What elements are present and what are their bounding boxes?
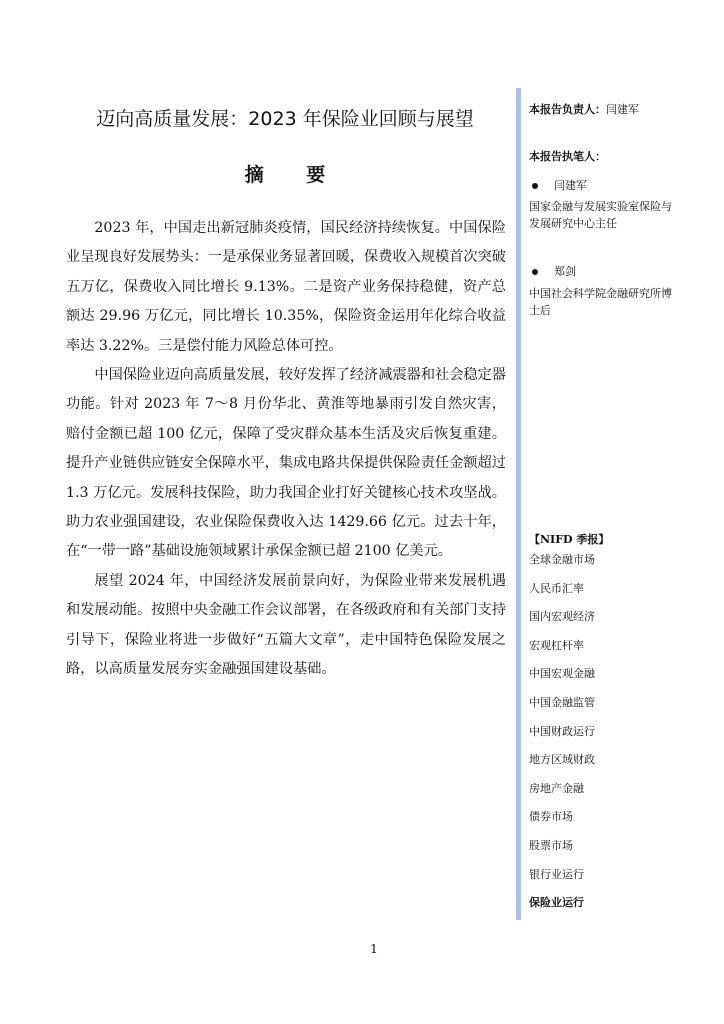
author-name: 郑剑 — [554, 265, 576, 278]
series-item: 宏观杠杆率 — [529, 638, 584, 652]
series-label: 【NIFD 季报】 — [529, 533, 610, 546]
series-item: 银行业运行 — [529, 867, 584, 881]
series-item: 股票市场 — [529, 838, 573, 852]
abstract-paragraph-3: 展望 2024 年，中国经济发展前景向好，为保险业带来发展机遇和发展动能。按照中央金融工作会议部署，在各级政府和有关部门支持引导下，保险业将进一步做好“五篇大文章”，走中国特色保险发展之路，以高质量发展夯实金融强国建设基础。 — [66, 572, 506, 678]
bullet-icon — [532, 269, 538, 275]
abstract-heading: 摘 要 — [244, 164, 344, 186]
abstract-paragraph-1: 2023 年，中国走出新冠肺炎疫情，国民经济持续恢复。中国保险业呈现良好发展势头：一是承保业务显著回暖，保费收入规模首次突破五万亿，保费收入同比增长 9.13%。二是资产业务保持稳健，资产总额达 29.96 万亿元，同比增长 10.35%，保险资金运用年化综合收益率达 3.22%。三是偿付能力风险总体可控。 — [66, 220, 506, 354]
responsible-label: 本报告负责人： — [529, 103, 606, 116]
series-item: 国内宏观经济 — [529, 610, 595, 624]
abstract-body — [66, 214, 506, 685]
responsible-name: 闫建军 — [606, 103, 639, 116]
report-title: 迈向高质量发展：2023 年保险业回顾与展望 — [96, 108, 474, 130]
report-responsible — [529, 101, 699, 117]
sidebar-divider — [516, 88, 521, 920]
series-item: 人民币汇率 — [529, 581, 584, 595]
series-list — [529, 553, 595, 925]
series-item: 中国财政运行 — [529, 724, 595, 738]
series-item: 房地产金融 — [529, 781, 584, 795]
authors-label: 本报告执笔人： — [529, 150, 606, 163]
series-item: 中国宏观金融 — [529, 667, 595, 681]
author-item — [529, 177, 587, 193]
page-number: 1 — [370, 942, 378, 956]
abstract-paragraph-2: 中国保险业迈向高质量发展，较好发挥了经济减震器和社会稳定器功能。针对 2023 年 7～8 月份华北、黄淮等地暴雨引发自然灾害，赔付金额已超 100 亿元，保障了受灾群众基本生活及灾后恢复重建。提升产业链供应链安全保障水平，集成电路共保提供保险责任金额超过 1.3 万亿元。发展科技保险，助力我国企业打好关键核心技术攻坚战。助力农业强国建设，农业保险保费收入达 1429.66 亿元。过去十年，在“一带一路”基础设施领域累计承保金额已超 2100 亿美元。 — [66, 367, 506, 560]
series-item-active: 保险业运行 — [529, 896, 584, 910]
author-affiliation: 国家金融与发展实验室保险与发展研究中心主任 — [529, 200, 672, 230]
series-item: 地方区域财政 — [529, 753, 595, 767]
series-item: 中国金融监管 — [529, 695, 595, 709]
series-item: 全球金融市场 — [529, 553, 595, 566]
author-name: 闫建军 — [554, 179, 587, 192]
bullet-icon — [532, 183, 538, 189]
author-affiliation: 中国社会科学院金融研究所博士后 — [529, 287, 672, 317]
series-item: 债券市场 — [529, 810, 573, 824]
author-item — [529, 263, 576, 279]
